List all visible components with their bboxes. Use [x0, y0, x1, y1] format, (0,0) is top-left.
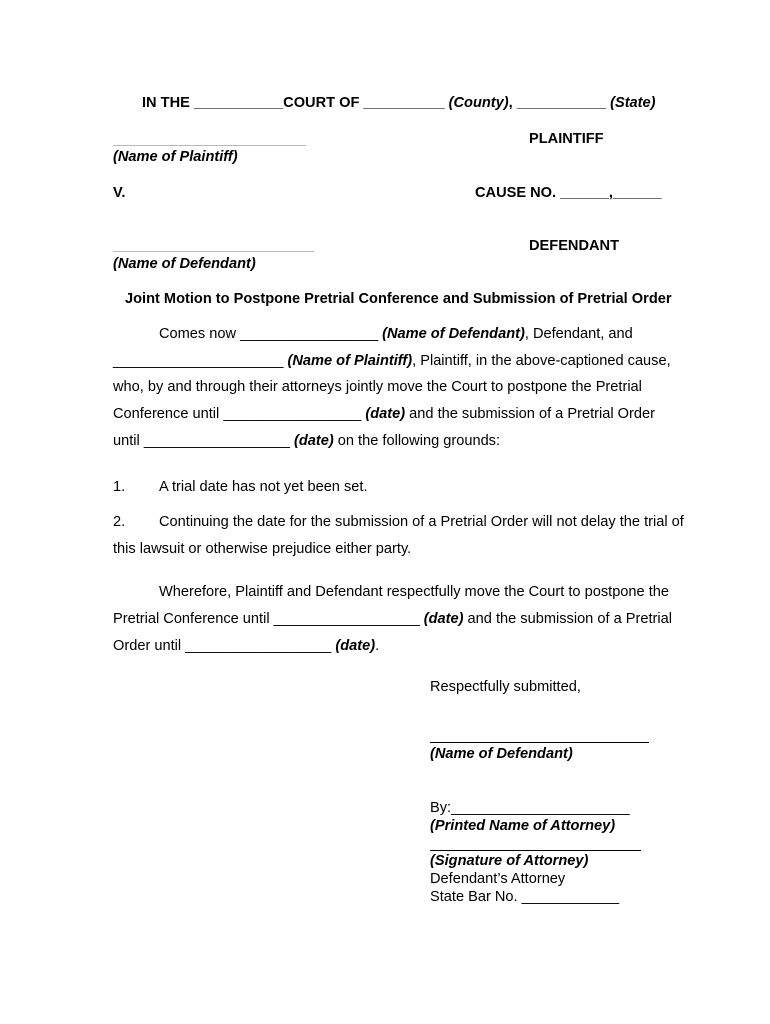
court-line-text: IN THE ___________COURT OF __________ [142, 95, 449, 111]
cause-number: CAUSE NO. ______,______ [475, 185, 662, 201]
defendant-name-placeholder: (Name of Defendant) [113, 256, 256, 272]
printed-name-of-attorney: (Printed Name of Attorney) [430, 818, 616, 834]
wherefore-text: Pretrial Conference until __________________ [113, 611, 424, 627]
county-placeholder: (County) [448, 95, 509, 111]
court-line-text-2: , ___________ [508, 95, 611, 111]
wherefore-text: . [375, 638, 380, 654]
defendant-blank-line [113, 251, 314, 252]
date-field: (date) [335, 638, 376, 654]
ground-2-text: Continuing the date for the submission of a Pretrial Order will not delay the trial of [159, 514, 684, 530]
by-line: By:______________________ [430, 800, 630, 816]
signature-of-attorney: (Signature of Attorney) [430, 853, 589, 869]
document-title: Joint Motion to Postpone Pretrial Conference and Submission of Pretrial Order [125, 291, 672, 307]
intro-line-1 [159, 321, 751, 348]
defendant-label: DEFENDANT [529, 238, 619, 254]
intro-text: Conference until _________________ [113, 406, 366, 422]
date-field: (date) [293, 433, 334, 449]
intro-line-5 [113, 428, 705, 455]
court-line [142, 94, 656, 112]
intro-text: and the submission of a Pretrial Order [405, 406, 655, 422]
state-bar-number: State Bar No. ____________ [430, 889, 620, 905]
ground-1-text: A trial date has not yet been set. [159, 479, 368, 495]
wherefore-line-1: Wherefore, Plaintiff and Defendant respectfully move the Court to postpone the [159, 584, 669, 600]
versus-label: V. [113, 185, 126, 201]
signature-defendant-name: (Name of Defendant) [430, 746, 573, 762]
intro-text: , Plaintiff, in the above-captioned cause, [412, 353, 671, 369]
plaintiff-name-placeholder: (Name of Plaintiff) [113, 149, 238, 165]
intro-line-4 [113, 401, 705, 428]
attorney-role: Defendant’s Attorney [430, 871, 566, 887]
ground-1-number: 1. [113, 479, 126, 495]
intro-text: , Defendant, and [524, 326, 633, 342]
ground-2-number: 2. [113, 514, 126, 530]
state-placeholder: (State) [610, 95, 656, 111]
wherefore-line-3 [113, 633, 705, 660]
ground-2-continuation: this lawsuit or otherwise prejudice either party. [113, 541, 412, 557]
defendant-name-field: (Name of Defendant) [382, 326, 525, 342]
intro-text: Comes now _________________ [159, 326, 383, 342]
wherefore-text: and the submission of a Pretrial [463, 611, 672, 627]
date-field: (date) [365, 406, 406, 422]
date-field: (date) [423, 611, 464, 627]
intro-line-2 [113, 348, 705, 375]
plaintiff-blank-line [113, 145, 306, 146]
plaintiff-name-field: (Name of Plaintiff) [287, 353, 413, 369]
attorney-signature-line [430, 850, 641, 851]
intro-text: _____________________ [113, 353, 288, 369]
wherefore-line-2 [113, 606, 705, 633]
intro-text: until __________________ [113, 433, 294, 449]
wherefore-text: Order until __________________ [113, 638, 336, 654]
defendant-signature-line [430, 742, 649, 743]
intro-line-3: who, by and through their attorneys jointly move the Court to postpone the Pretrial [113, 379, 642, 395]
intro-text: on the following grounds: [333, 433, 501, 449]
respectfully-submitted: Respectfully submitted, [430, 679, 581, 695]
plaintiff-label: PLAINTIFF [529, 131, 604, 147]
